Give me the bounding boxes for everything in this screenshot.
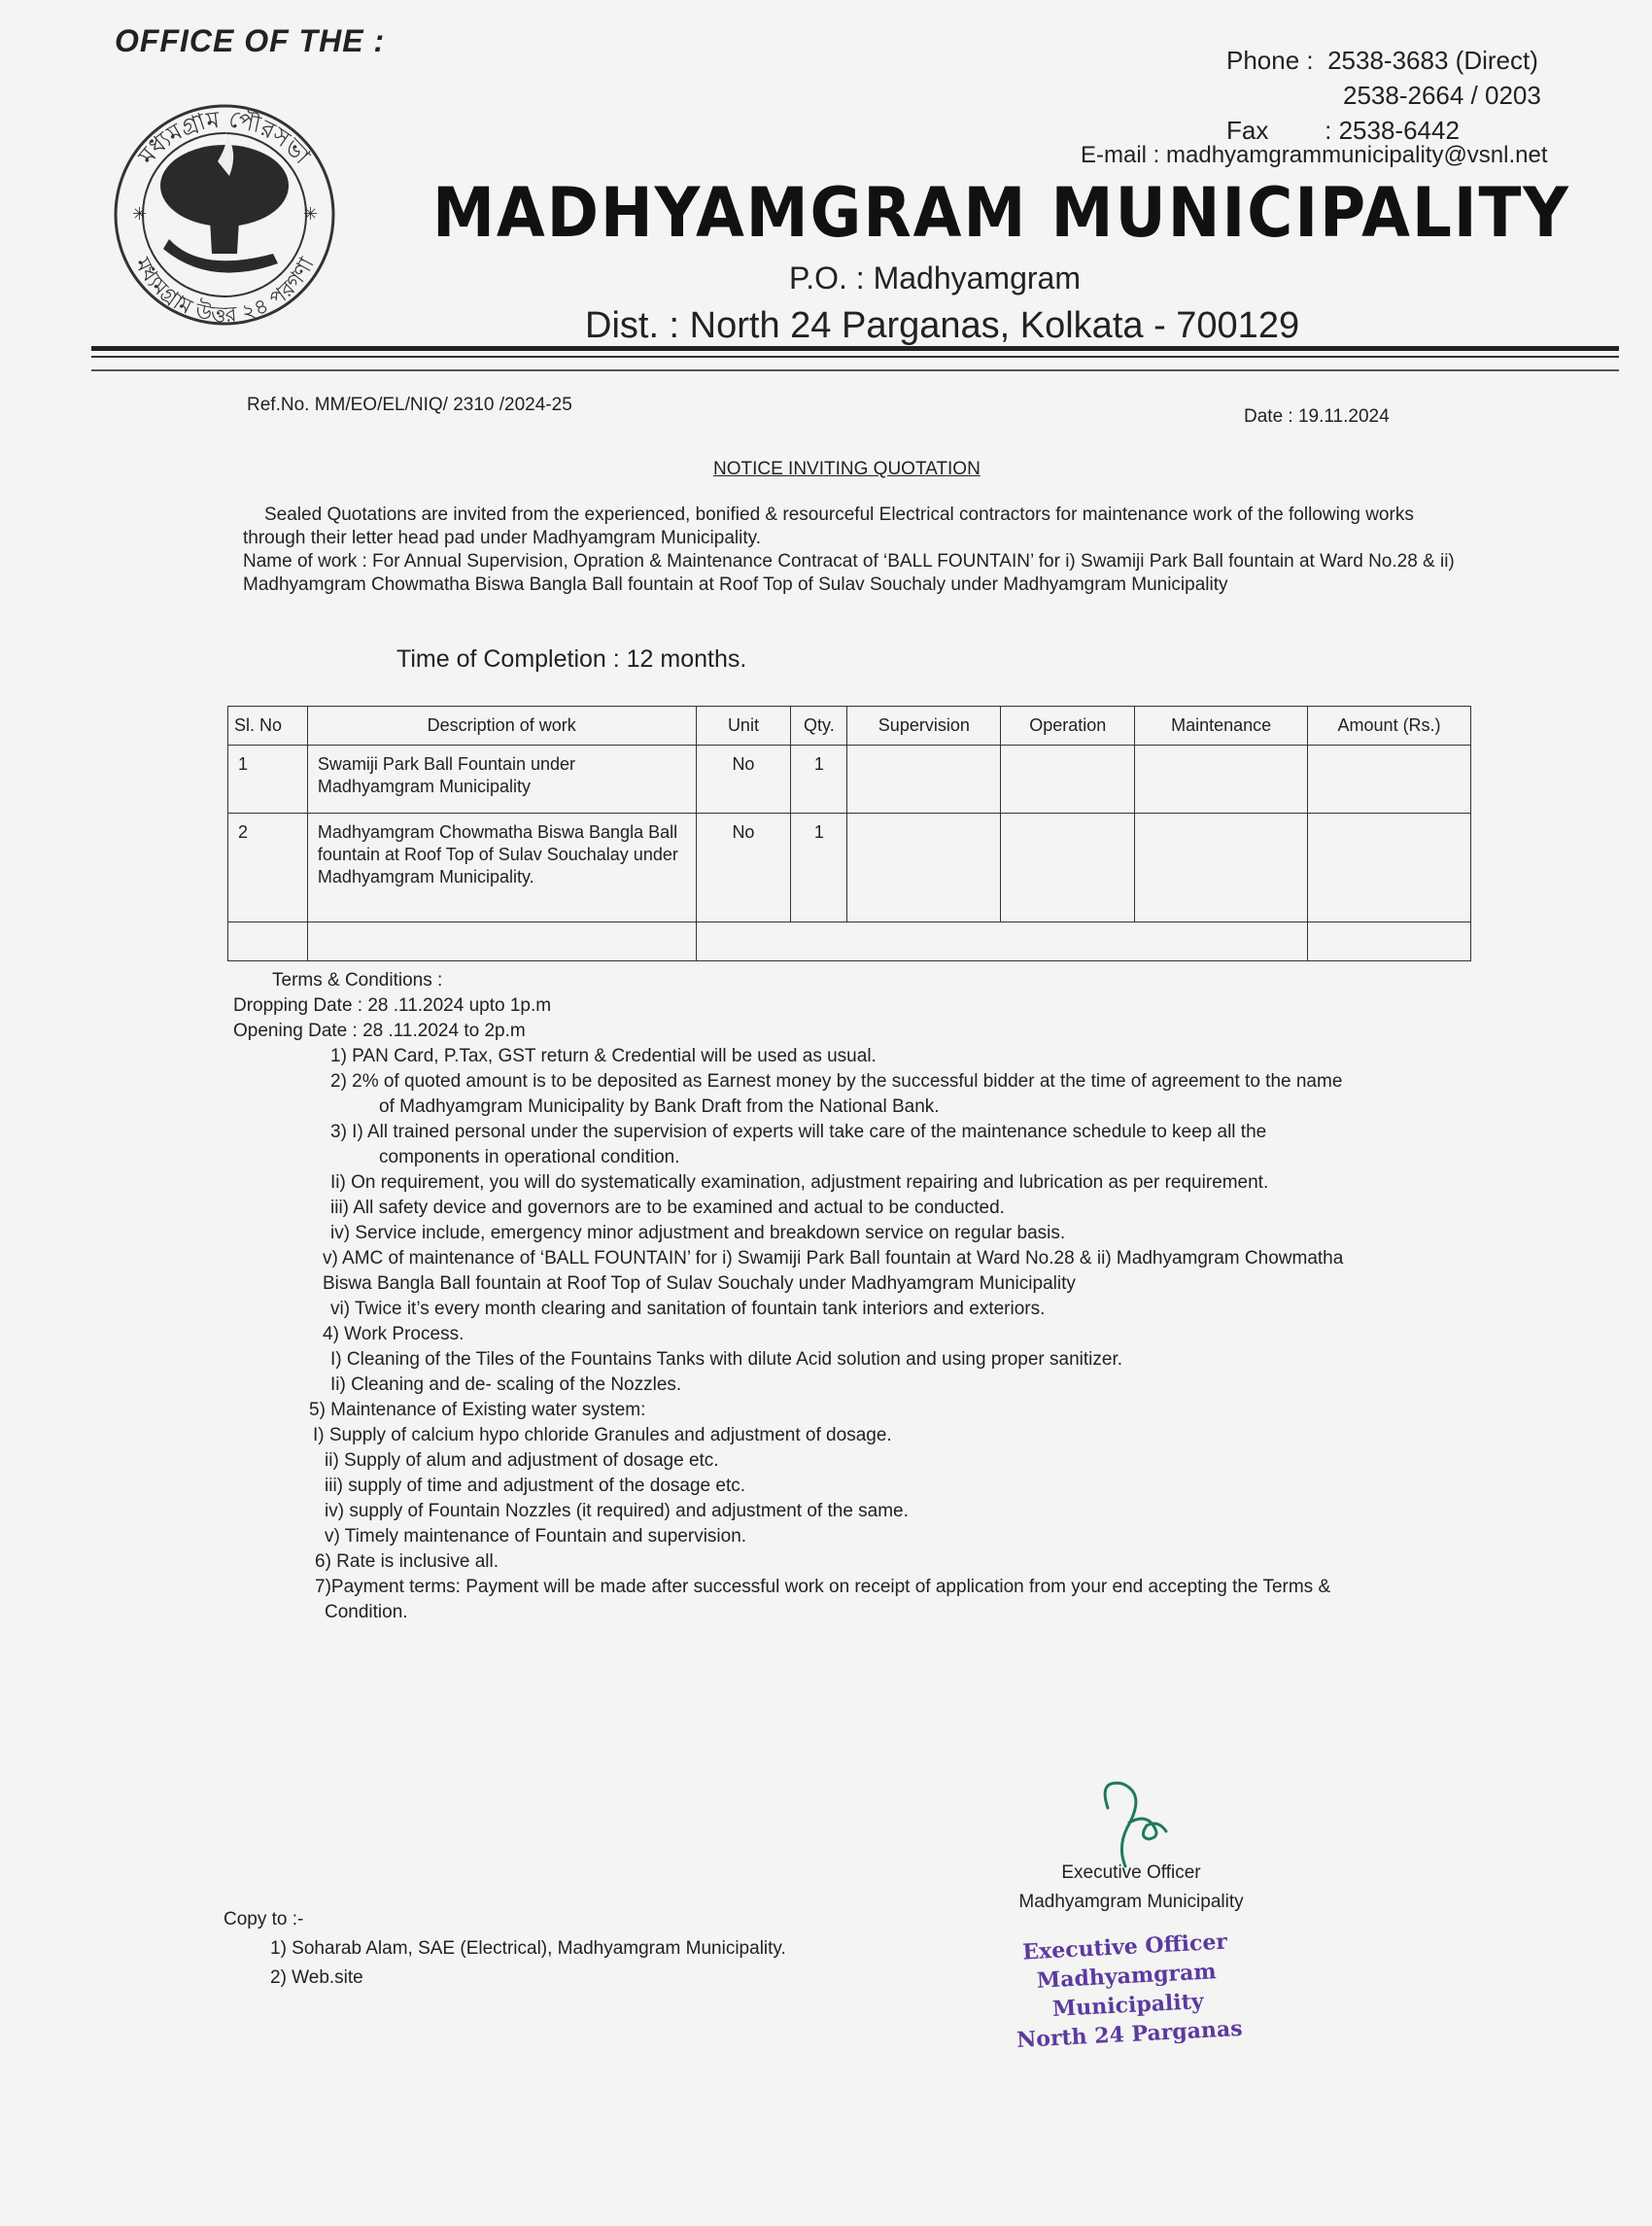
fax-number: : 2538-6442 [1325,116,1460,145]
term-item: 4) Work Process. [323,1324,465,1344]
stamp-line: Madhyamgram Municipality [1036,1959,1218,2023]
phone-secondary: 2538-2664 / 0203 [1343,81,1541,110]
reference-number: Ref.No. MM/EO/EL/NIQ/ 2310 /2024-25 [247,395,572,415]
term-item: 3) I) All trained personal under the supervision of experts will take care of the maintenance schedule to keep all the [330,1122,1267,1142]
copy-to-block [224,1905,786,1993]
office-of-label: OFFICE OF THE : [115,23,386,58]
signatory-designation: Executive Officer [1061,1862,1201,1883]
post-office: P.O. : Madhyamgram [789,261,1081,296]
operation-cell [1001,814,1135,922]
maintenance-cell [1135,814,1308,922]
column-header: Sl. No [228,707,308,746]
empty-cell [307,922,696,961]
serial-cell: 1 [228,746,308,814]
description-cell: Madhyamgram Chowmatha Biswa Bangla Ball fountain at Roof Top of Sulav Souchalay under Madhyamgram Municipality. [307,814,696,922]
name-of-work-paragraph: Name of work : For Annual Supervision, Opration & Maintenance Contracat of ‘BALL FOUNTAIN’ for i) Swamiji Park Ball fountain at Ward No.28 & ii) Madhyamgram Chowmatha Biswa Bangla Ball fountain at Roof Top of Sulav Souchaly under Madhyamgram Municipality [243,551,1455,595]
emblem-top-text: মধ্যমগ্রাম পৌরসভা [132,105,316,170]
empty-cell [696,922,1308,961]
completion-time: Time of Completion : 12 months. [396,645,747,673]
column-header: Qty. [791,707,847,746]
amount-cell [1308,814,1471,922]
header-divider [91,346,1619,351]
terms-heading: Terms & Conditions : [272,970,443,991]
copy-to-item: 1) Soharab Alam, SAE (Electrical), Madhyamgram Municipality. [270,1938,786,1959]
notice-heading: NOTICE INVITING QUOTATION [713,459,981,479]
description-cell: Swamiji Park Ball Fountain under Madhyamgram Municipality [307,746,696,814]
fax-label: Fax [1226,116,1269,145]
term-item: 5) Maintenance of Existing water system: [309,1400,646,1420]
term-item: iv) Service include, emergency minor adjustment and breakdown service on regular basis. [330,1223,1066,1243]
term-item: v) AMC of maintenance of ‘BALL FOUNTAIN’ for i) Swamiji Park Ball fountain at Ward No.28 & ii) Madhyamgram Chowmatha [323,1248,1344,1269]
municipality-title: MADHYAMGRAM MUNICIPALITY [432,173,1570,253]
column-header: Unit [696,707,791,746]
term-item: vi) Twice it’s every month clearing and sanitation of fountain tank interiors and exteriors. [330,1299,1046,1319]
term-item: iv) supply of Fountain Nozzles (it required) and adjustment of the same. [325,1501,909,1521]
phone-row [1226,43,1541,78]
column-header: Maintenance [1135,707,1308,746]
works-table [227,706,1471,961]
copy-to-label: Copy to :- [224,1909,304,1930]
empty-cell [228,922,308,961]
qty-cell: 1 [791,746,847,814]
term-item: I) Supply of calcium hypo chloride Granules and adjustment of dosage. [313,1425,892,1445]
table-row-total [228,922,1471,961]
copy-to-item: 2) Web.site [270,1967,363,1988]
emblem-bottom-text: মধ্যমগ্রাম উত্তর ২৪ পরগণা [129,253,320,327]
phone-row-2 [1226,78,1541,113]
term-item: 2) 2% of quoted amount is to be deposited as Earnest money by the successful bidder at the time of agreement to the name [330,1071,1343,1092]
supervision-cell [847,746,1001,814]
contact-block [1226,43,1541,148]
term-item: 7)Payment terms: Payment will be made after successful work on receipt of application from your end accepting the Terms & [315,1577,1331,1597]
tree-hand-icon [160,132,289,273]
total-amount-cell [1308,922,1471,961]
term-item: I) Cleaning of the Tiles of the Fountains Tanks with dilute Acid solution and using proper sanitizer. [330,1349,1123,1370]
opening-date: Opening Date : 28 .11.2024 to 2p.m [233,1021,526,1041]
term-item: v) Timely maintenance of Fountain and supervision. [325,1526,747,1547]
star-icon: ✳ [303,204,319,224]
column-header: Supervision [847,707,1001,746]
table-header-row [228,707,1471,746]
invitation-paragraph: Sealed Quotations are invited from the experienced, bonified & resourceful Electrical contractors for maintenance work of the following works through their letter head pad under Madhyamgram Municipality. [243,504,1414,548]
table-row [228,746,1471,814]
term-item: Condition. [325,1602,408,1622]
amount-cell [1308,746,1471,814]
dropping-date: Dropping Date : 28 .11.2024 upto 1p.m [233,995,552,1016]
notice-body [243,504,1458,597]
email-address: E-mail : madhyamgrammunicipality@vsnl.net [1081,142,1548,168]
unit-cell: No [696,746,791,814]
table-row [228,814,1471,922]
maintenance-cell [1135,746,1308,814]
header-divider [91,369,1619,371]
stamp-line: North 24 Parganas [1015,2015,1244,2054]
term-item: of Madhyamgram Municipality by Bank Draft from the National Bank. [379,1096,940,1117]
district-address: Dist. : North 24 Parganas, Kolkata - 700129 [585,305,1300,346]
stamp-line: Executive Officer [1021,1929,1228,1965]
notice-date: Date : 19.11.2024 [1244,406,1390,427]
term-item: Ii) On requirement, you will do systematically examination, adjustment repairing and lubrication as per requirement. [330,1172,1269,1193]
header-divider [91,356,1619,358]
term-item: 6) Rate is inclusive all. [315,1551,499,1572]
phone-direct: 2538-3683 (Direct) [1327,46,1538,75]
term-item: ii) Supply of alum and adjustment of dosage etc. [325,1450,719,1471]
signatory-organisation: Madhyamgram Municipality [1018,1892,1244,1912]
operation-cell [1001,746,1135,814]
column-header: Description of work [307,707,696,746]
term-item: iii) supply of time and adjustment of the dosage etc. [325,1476,746,1496]
supervision-cell [847,814,1001,922]
serial-cell: 2 [228,814,308,922]
star-icon: ✳ [132,204,148,224]
unit-cell: No [696,814,791,922]
term-item: 1) PAN Card, P.Tax, GST return & Credential will be used as usual. [330,1046,877,1066]
column-header: Amount (Rs.) [1308,707,1471,746]
qty-cell: 1 [791,814,847,922]
term-item: Biswa Bangla Ball fountain at Roof Top of Sulav Souchaly under Madhyamgram Municipality [323,1273,1076,1294]
phone-label: Phone : [1226,46,1314,75]
term-item: Ii) Cleaning and de- scaling of the Nozzles. [330,1374,682,1395]
official-stamp [988,1926,1266,2056]
term-item: iii) All safety device and governors are to be examined and actual to be conducted. [330,1198,1005,1218]
column-header: Operation [1001,707,1135,746]
municipality-emblem [93,93,356,327]
terms-and-conditions [233,968,1467,1625]
term-item: components in operational condition. [379,1147,680,1167]
signature-block [985,1859,1277,1917]
